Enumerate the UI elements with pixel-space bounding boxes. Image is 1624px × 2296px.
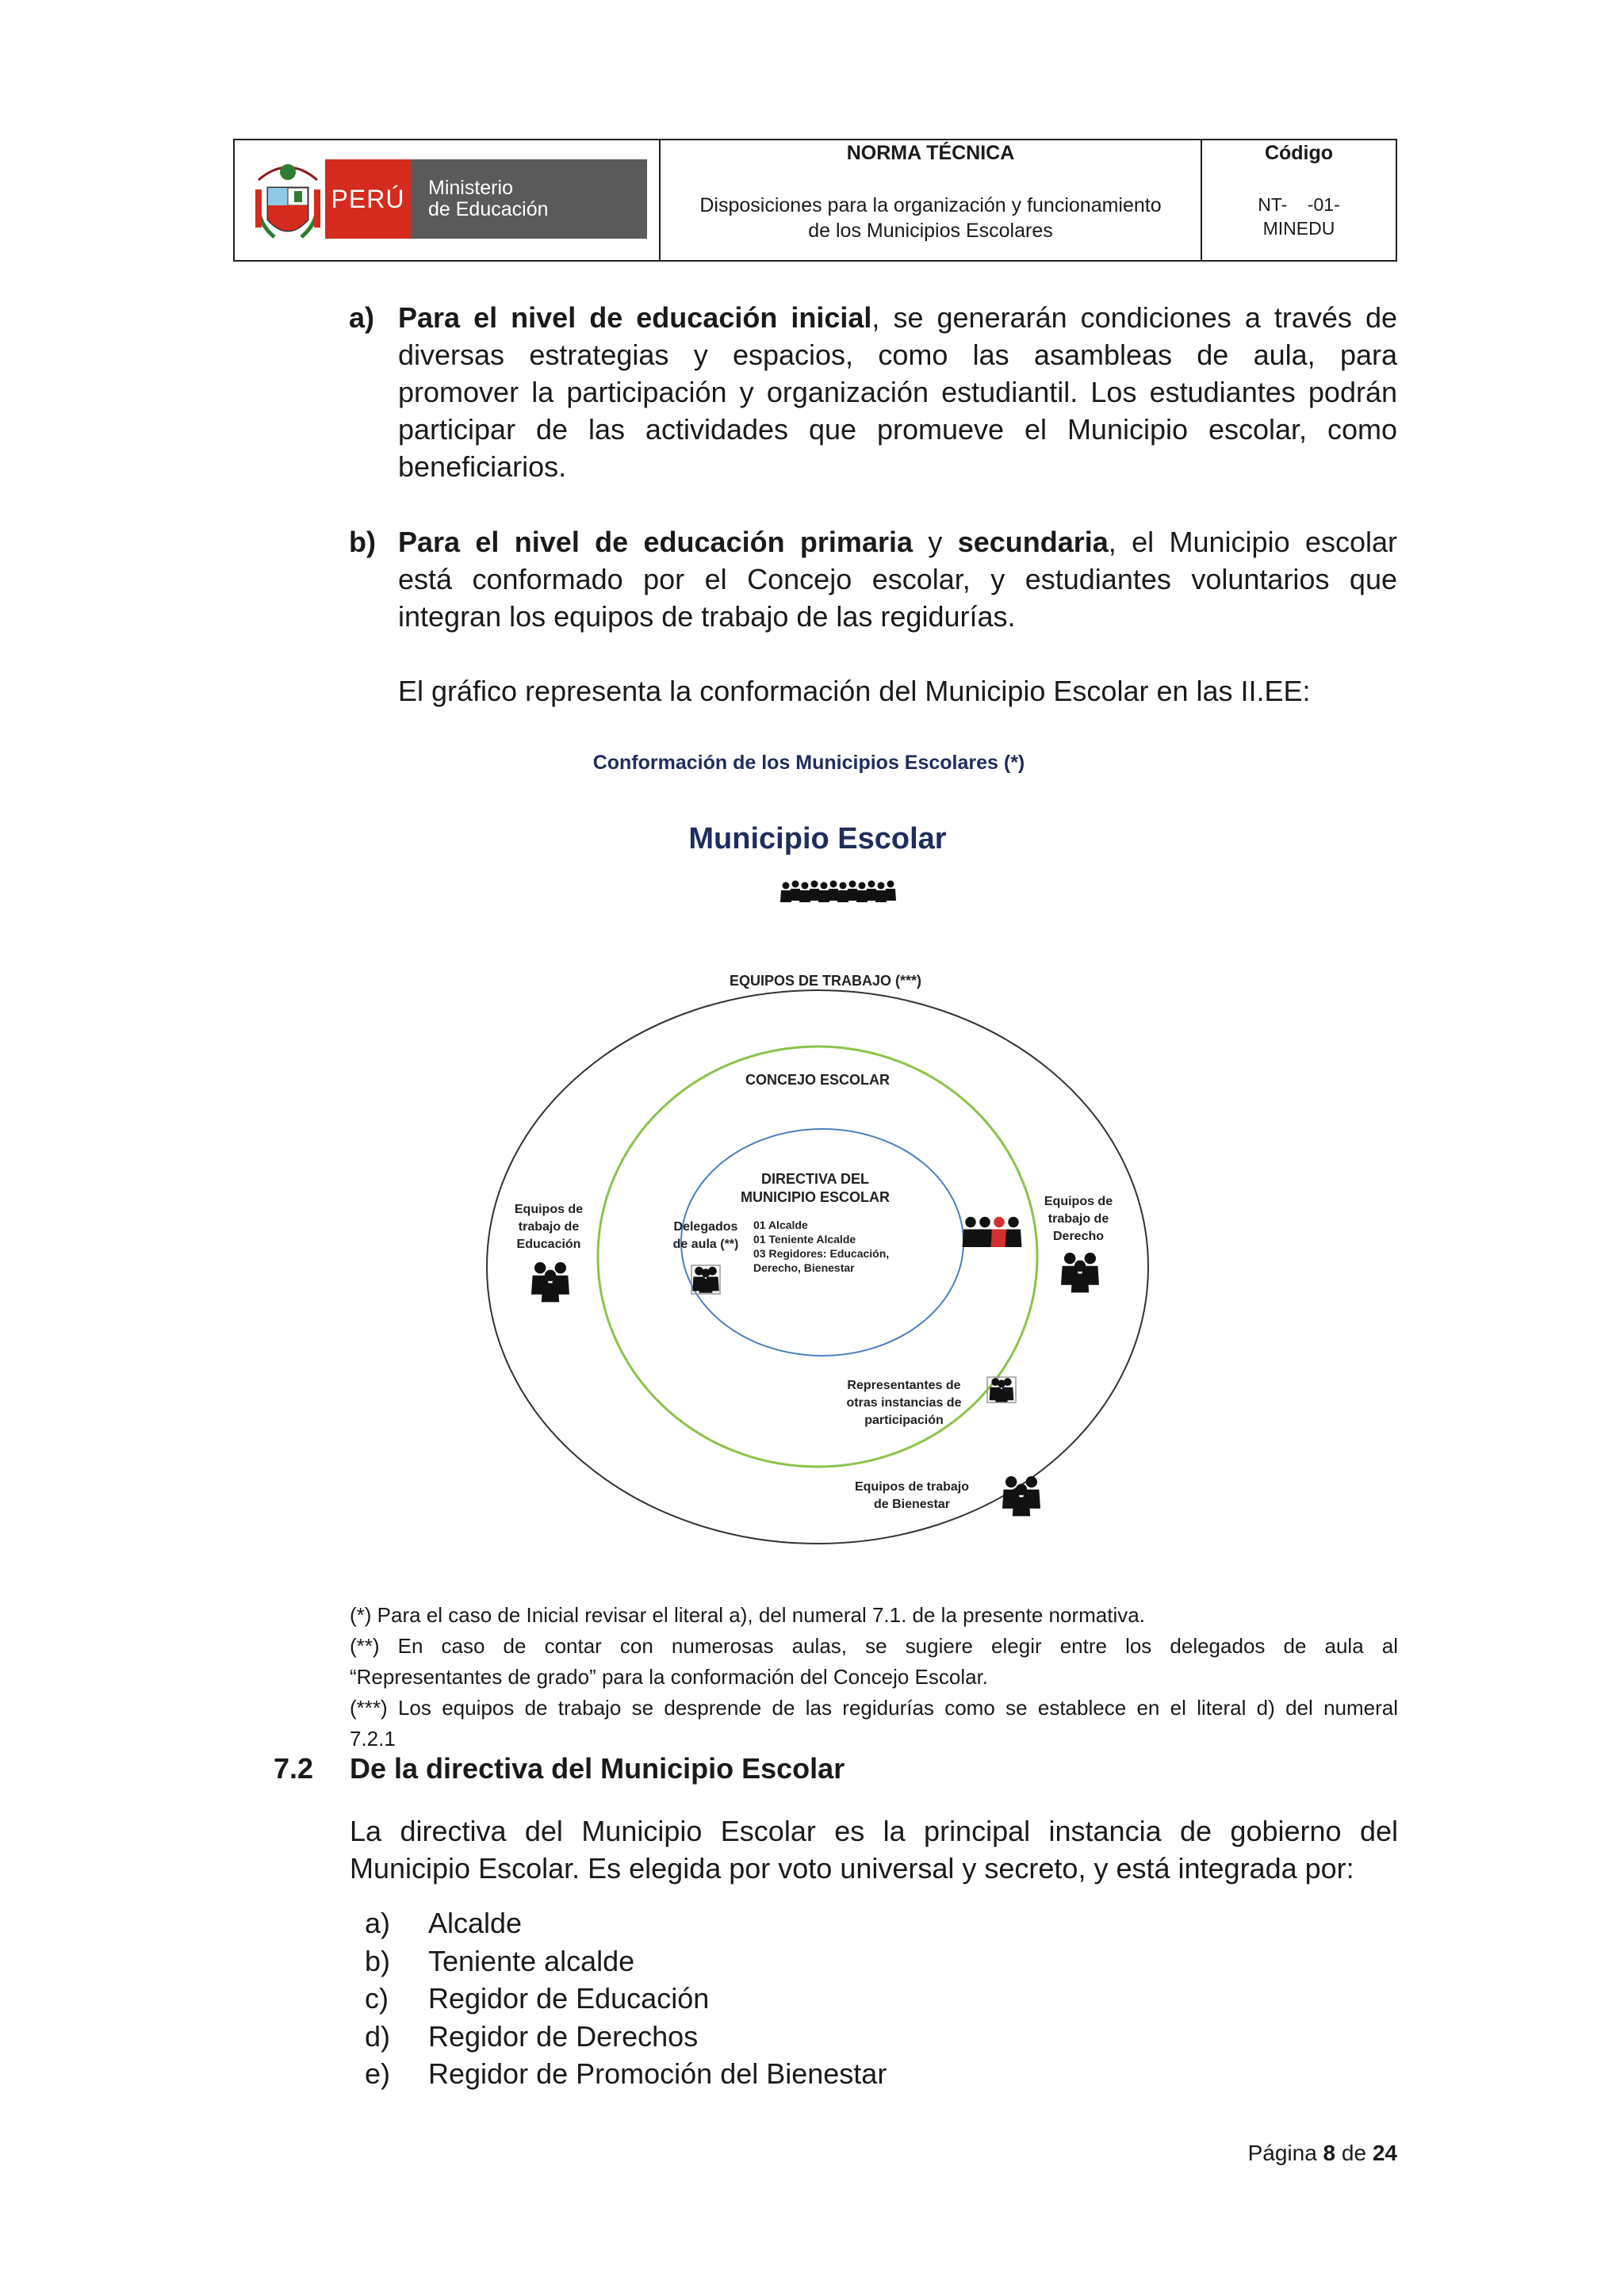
list-item (365, 1980, 887, 2018)
document-header (233, 139, 1397, 262)
paragraph-a-line-5: beneficiarios. (398, 450, 567, 483)
list-item (365, 1904, 887, 1942)
directiva-group-icon (963, 1217, 1022, 1247)
paragraph-a-line-1 (398, 299, 1397, 336)
inner-label-1: DIRECTIVA DEL (760, 1171, 870, 1187)
outer-circle-label: EQUIPOS DE TRABAJO (***) (729, 973, 922, 989)
educacion-team-label-2: trabajo de (518, 1220, 580, 1234)
representantes-label-2: otras instancias de (846, 1396, 962, 1410)
diagram-main-title: Municipio Escolar (688, 822, 947, 855)
paragraph-a (349, 299, 1397, 485)
code-label: Código (1264, 142, 1334, 164)
list-item-marker: a) (365, 1907, 391, 1939)
paragraph-b-line-3: integran los equipos de trabajo de las regidurías. (398, 600, 1016, 633)
inner-item-4: Derecho, Bienestar (753, 1261, 855, 1274)
page-current: 8 (1323, 2141, 1336, 2165)
norm-title: NORMA TÉCNICA (846, 142, 1015, 164)
page-of-word: de (1341, 2141, 1367, 2165)
page-number (1248, 2141, 1397, 2166)
paragraph-a-marker: a) (349, 301, 375, 334)
list-item-text: Teniente alcalde (428, 1944, 635, 1977)
paragraph-b-mid: y (913, 526, 958, 558)
derecho-team-label-3: Derecho (1052, 1230, 1105, 1243)
paragraph-b-line-1 (398, 523, 1397, 561)
derecho-team-icon (1061, 1253, 1099, 1292)
bienestar-team-label-1: Equipos de trabajo (854, 1480, 970, 1494)
list-item-text: Regidor de Derechos (428, 2019, 699, 2053)
delegados-icon (691, 1265, 720, 1294)
code-line-2: MINEDU (1262, 218, 1335, 239)
ministry-line-1: Ministerio (428, 177, 513, 199)
representantes-label-1: Representantes de (847, 1379, 961, 1392)
minedu-logo (251, 148, 647, 253)
list-item-text: Regidor de Promoción del Bienestar (428, 2057, 887, 2090)
ministry-line-2: de Educación (428, 198, 549, 220)
code-line-1: NT- -01- (1258, 194, 1340, 215)
list-item (365, 2055, 887, 2093)
derecho-team-label-2: trabajo de (1048, 1212, 1109, 1226)
ministry-label (411, 159, 647, 239)
note-2-line-1: (**) En caso de contar con numerosas aulas, se sugiere elegir entre los delegados de aula al (350, 1634, 1398, 1658)
paragraph-a-line-2: diversas estrategias y espacios, como las asambleas de aula, para (398, 339, 1397, 371)
paragraph-b-marker: b) (349, 526, 376, 558)
paragraph-b-line-2: está conformado por el Concejo escolar, y estudiantes voluntarios que (398, 563, 1397, 595)
title-cell (661, 140, 1202, 260)
middle-circle-label: CONCEJO ESCOLAR (745, 1072, 891, 1088)
note-3-line-1: (***) Los equipos de trabajo se desprende de las regidurías como se establece en el literal d) del numeral (350, 1696, 1398, 1720)
derecho-team-label-1: Equipos de (1044, 1195, 1113, 1208)
norm-subtitle-line-1: Disposiciones para la organización y funcionamiento (699, 194, 1162, 216)
list-item-marker: b) (365, 1944, 391, 1977)
paragraph-a-bold: Para el nivel de educación inicial (398, 301, 872, 334)
page-word: Página (1247, 2141, 1317, 2165)
representantes-icon (987, 1377, 1016, 1402)
paragraph-b (349, 523, 1397, 635)
representantes-label-3: participación (864, 1414, 944, 1427)
paragraph-a-line-3: promover la participación y organización estudiantil. Los estudiantes podrán (398, 376, 1397, 408)
list-item-text: Alcalde (428, 1907, 523, 1939)
inner-item-3: 03 Regidores: Educación, (753, 1247, 890, 1260)
note-2-line-2: “Representantes de grado” para la conformación del Concejo Escolar. (350, 1665, 989, 1689)
inner-item-2: 01 Teniente Alcalde (753, 1233, 856, 1246)
logo-cell (235, 140, 661, 260)
note-3-line-2: 7.2.1 (350, 1727, 396, 1751)
crowd-icon (780, 881, 896, 903)
inner-item-1: 01 Alcalde (753, 1219, 808, 1231)
code-cell (1202, 140, 1396, 260)
diagram-title: Conformación de los Municipios Escolares (*) (592, 752, 1025, 774)
list-item (365, 1942, 887, 1980)
list-item-marker: e) (365, 2057, 391, 2090)
bienestar-team-icon (1002, 1476, 1040, 1516)
section-number: 7.2 (274, 1752, 314, 1785)
list-item-text: Regidor de Educación (428, 1982, 710, 2015)
peru-label: PERÚ (325, 159, 411, 239)
paragraph-b-bold-1: Para el nivel de educación primaria (398, 526, 913, 558)
section-paragraph-line-1: La directiva del Municipio Escolar es la principal instancia de gobierno del (350, 1815, 1398, 1847)
norm-subtitle (661, 193, 1201, 243)
section-paragraph-line-2: Municipio Escolar. Es elegida por voto universal y secreto, y está integrada por: (350, 1852, 1354, 1885)
graph-intro: El gráfico representa la conformación del Municipio Escolar en las II.EE: (398, 675, 1311, 707)
delegados-label-2: de aula (**) (672, 1238, 739, 1251)
list-item-marker: c) (365, 1982, 389, 2015)
educacion-team-label-1: Equipos de (514, 1203, 584, 1216)
diagram-notes (350, 1600, 1398, 1755)
educacion-team-icon (531, 1262, 569, 1302)
section-paragraph (350, 1812, 1398, 1887)
note-1: (*) Para el caso de Inicial revisar el literal a), del numeral 7.1. de la presente normativa. (350, 1603, 1145, 1627)
list-item (365, 2018, 887, 2056)
directiva-members-list (365, 1904, 887, 2093)
paragraph-a-line-4: participar de las actividades que promueve el Municipio escolar, como (398, 413, 1397, 446)
paragraph-b-line-1-text: , el Municipio escolar (1108, 526, 1397, 558)
norm-subtitle-line-2: de los Municipios Escolares (808, 220, 1053, 242)
page-total: 24 (1372, 2141, 1397, 2165)
code-value (1202, 193, 1396, 240)
paragraph-a-line-1-text: , se generarán condiciones a través de (871, 301, 1397, 334)
section-heading (274, 1752, 845, 1785)
section-title: De la directiva del Municipio Escolar (350, 1752, 845, 1785)
educacion-team-label-3: Educación (516, 1238, 581, 1251)
inner-label-2: MUNICIPIO ESCOLAR (740, 1189, 891, 1205)
municipio-escolar-diagram (476, 745, 1189, 1546)
bienestar-team-label-2: de Bienestar (873, 1498, 951, 1511)
list-item-marker: d) (365, 2019, 391, 2053)
peru-coat-of-arms-icon (251, 148, 325, 253)
delegados-label-1: Delegados (673, 1220, 738, 1234)
paragraph-b-bold-2: secundaria (957, 526, 1109, 558)
